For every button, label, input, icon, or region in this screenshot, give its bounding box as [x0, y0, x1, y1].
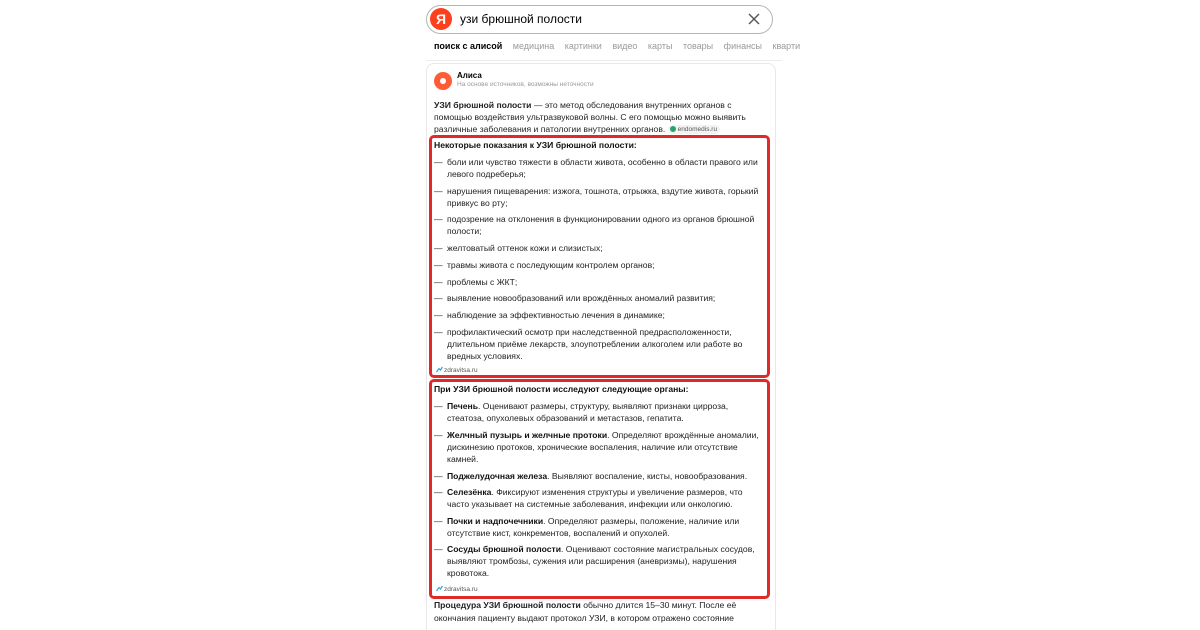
tab-alice-search[interactable]: поиск с алисой [434, 41, 503, 51]
organs-heading: При УЗИ брюшной полости исследуют следующие органы: [434, 384, 689, 394]
alice-name: Алиса [457, 71, 482, 80]
source-link[interactable] [436, 366, 478, 374]
outro-paragraph [434, 599, 764, 625]
list-item: — наблюдение за эффективностью лечения в динамике; [434, 309, 764, 321]
organ-description: . Фиксируют изменения структуры и увеличение размеров, что часто указывает на системные заболевания, инфекции или онкологию. [447, 487, 743, 509]
list-item: — профилактический осмотр при наследственной предрасположенности, длительном приёме лекарств, злоупотреблении алкоголем или работе во вредных условиях. [434, 326, 764, 362]
tab-finance[interactable]: финансы [723, 41, 763, 51]
list-item: — проблемы с ЖКТ; [434, 276, 764, 288]
outro-text: обычно длится 15–30 минут. После её окончания пациенту выдают протокол УЗИ, в котором отражено состояние [434, 600, 737, 623]
tabs-divider [426, 60, 782, 61]
list-item [434, 486, 764, 510]
source-favicon-icon [436, 366, 443, 373]
organ-description: . Определяют размеры, положение, наличие или отсутствие кист, конкрементов, воспалений и опухолей. [447, 516, 740, 538]
source-link[interactable] [436, 585, 478, 593]
intro-paragraph [434, 99, 764, 136]
organ-description: . Оценивают размеры, структуру, выявляют признаки цирроза, стеатоза, опухолевых образований и метастазов, гепатита. [447, 401, 729, 423]
list-item: — травмы живота с последующим контролем органов; [434, 259, 764, 271]
organ-name: Почки и надпочечники [447, 516, 544, 526]
list-item: — подозрение на отклонения в функционировании одного из органов брюшной полости; [434, 213, 764, 237]
list-item: — боли или чувство тяжести в области живота, особенно в области правого или левого подреберья; [434, 156, 764, 180]
tab-maps[interactable]: карты [647, 41, 673, 51]
organ-name: Селезёнка [447, 487, 492, 497]
list-item [434, 400, 764, 424]
indications-heading: Некоторые показания к УЗИ брюшной полости: [434, 140, 637, 150]
tab-video[interactable]: видео [612, 41, 638, 51]
organ-name: Сосуды брюшной полости [447, 544, 562, 554]
organ-name: Печень [447, 401, 478, 411]
list-item [434, 543, 764, 579]
search-tabs [434, 41, 801, 57]
organ-description: . Выявляют воспаление, кисты, новообразования. [547, 471, 748, 481]
list-item: — выявление новообразований или врождённых аномалий развития; [434, 292, 764, 304]
intro-text: — это метод обследования внутренних органов с помощью воздействия ультразвуковой волны. С его помощью можно выявить различные заболевания и патологии внутренних органов. [434, 100, 746, 135]
source-label: endomedis.ru [677, 126, 718, 134]
yandex-logo[interactable]: Я [430, 8, 452, 30]
clear-icon[interactable] [745, 10, 763, 28]
tab-medicine[interactable]: медицина [512, 41, 555, 51]
list-item: — нарушения пищеварения: изжога, тошнота, отрыжка, вздутие живота, горький привкус во рту; [434, 185, 764, 209]
source-label: zdravitsa.ru [444, 586, 478, 593]
source-badge[interactable] [668, 125, 720, 134]
tab-realty[interactable]: кварти [772, 41, 801, 51]
search-input[interactable]: узи брюшной полости [460, 12, 582, 26]
tab-products[interactable]: товары [682, 41, 714, 51]
organ-description: . Определяют врождённые аномалии, дискинезию протоков, хронические воспаления, наличие или отсутствие камней. [447, 430, 759, 464]
intro-term: УЗИ брюшной полости [434, 100, 532, 110]
list-item [434, 515, 764, 539]
results-column [420, 0, 801, 630]
search-bar[interactable] [426, 5, 773, 34]
organ-description: . Оценивают состояние магистральных сосудов, выявляют тромбозы, сужения или расширения (аневризмы), нарушения кровотока. [447, 544, 755, 578]
tab-images[interactable]: картинки [564, 41, 602, 51]
outro-term: Процедура УЗИ брюшной полости [434, 600, 581, 610]
list-item [434, 470, 764, 482]
source-favicon-icon [670, 126, 676, 132]
source-label: zdravitsa.ru [444, 367, 478, 374]
list-item [434, 429, 764, 465]
list-item: — желтоватый оттенок кожи и слизистых; [434, 242, 764, 254]
organ-name: Поджелудочная железа [447, 471, 548, 481]
alice-disclaimer: На основе источников, возможны неточности [457, 81, 594, 88]
source-favicon-icon [436, 585, 443, 592]
alice-icon [434, 72, 452, 90]
organ-name: Желчный пузырь и желчные протоки [447, 430, 608, 440]
